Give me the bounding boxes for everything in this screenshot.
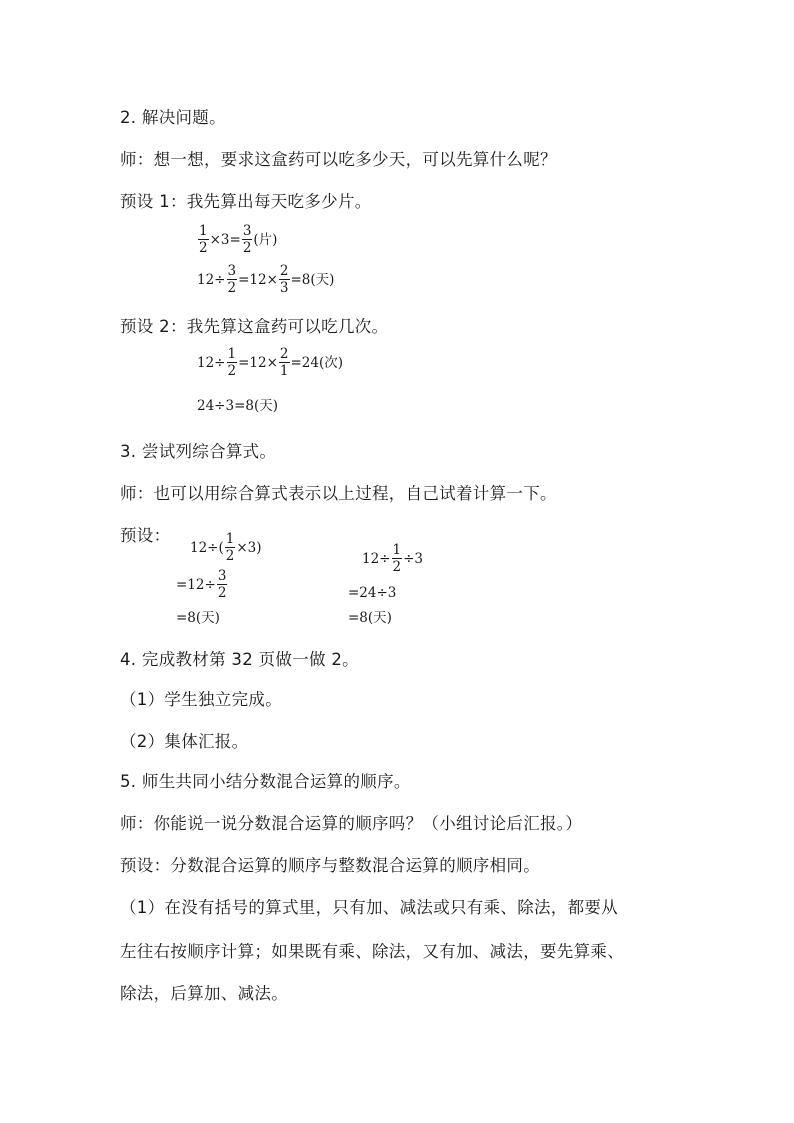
heading-textbook-exercise: 4. 完成教材第 32 页做一做 2。 <box>120 650 359 669</box>
combined-a-line-2 <box>176 569 228 600</box>
denominator: 1 <box>279 363 289 379</box>
numerator: 3 <box>242 223 252 239</box>
combined-b-line-1 <box>362 543 423 574</box>
heading-summary: 5. 师生共同小结分数混合运算的顺序。 <box>120 772 411 791</box>
rule-paragraph-line-1: （1）在没有括号的算式里，只有加、减法或只有乘、除法，都要从 <box>120 898 618 917</box>
fraction <box>279 264 290 295</box>
formula-text: =24(次) <box>290 354 344 371</box>
formula-text: 12÷ <box>197 271 226 288</box>
numerator: 1 <box>225 531 235 547</box>
denominator: 2 <box>227 280 237 296</box>
denominator: 2 <box>242 240 252 256</box>
formula-text: 12÷( <box>190 539 224 556</box>
heading-combined-expression: 3. 尝试列综合算式。 <box>120 442 277 461</box>
formula-tablets-per-day <box>197 224 277 255</box>
formula-text: =8(天) <box>348 610 392 626</box>
denominator: 2 <box>199 240 208 256</box>
fraction <box>198 224 209 255</box>
fraction <box>217 569 228 600</box>
fraction <box>392 543 403 574</box>
combined-a-line-1 <box>190 532 262 563</box>
combined-a-line-3 <box>176 610 220 626</box>
formula-text: ×3) <box>236 539 262 556</box>
numerator: 2 <box>279 346 289 362</box>
formula-days-1 <box>197 264 334 295</box>
denominator: 3 <box>279 280 289 296</box>
formula-text: =12× <box>238 271 278 288</box>
formula-text: 24÷3=8(天) <box>197 398 279 414</box>
formula-text: (片) <box>253 231 278 248</box>
combined-b-line-2 <box>348 585 396 601</box>
denominator: 2 <box>227 363 237 379</box>
teacher-question: 师：想一想，要求这盒药可以吃多少天，可以先算什么呢？ <box>120 150 557 169</box>
fraction <box>225 532 236 563</box>
step-report: （2）集体汇报。 <box>120 732 249 751</box>
formula-times <box>197 347 343 378</box>
combined-b-line-3 <box>348 610 392 626</box>
denominator: 2 <box>217 585 227 601</box>
numerator: 3 <box>227 263 237 279</box>
denominator: 2 <box>225 548 235 564</box>
formula-text: =8(天) <box>176 610 220 626</box>
teacher-prompt: 师：你能说一说分数混合运算的顺序吗？（小组讨论后汇报。） <box>120 814 583 833</box>
preset-answer: 预设：分数混合运算的顺序与整数混合运算的顺序相同。 <box>120 856 540 875</box>
formula-text: 12÷ <box>197 354 226 371</box>
teacher-instruction: 师：也可以用综合算式表示以上过程，自己试着计算一下。 <box>120 484 557 503</box>
denominator: 2 <box>392 559 402 575</box>
fraction <box>227 264 238 295</box>
numerator: 3 <box>217 568 227 584</box>
formula-days-2 <box>197 398 278 414</box>
formula-text: =8(天) <box>290 271 335 288</box>
rule-paragraph-line-2: 左往右按顺序计算；如果既有乘、除法，又有加、减法，要先算乘、 <box>120 942 624 961</box>
step-independent: （1）学生独立完成。 <box>120 690 282 709</box>
formula-text: ÷3 <box>403 550 423 567</box>
heading-solve-problem: 2. 解决问题。 <box>120 108 226 127</box>
fraction <box>242 224 253 255</box>
formula-text: 12÷ <box>362 550 391 567</box>
formula-text: =12× <box>238 354 278 371</box>
fraction <box>279 347 290 378</box>
preset-label: 预设： <box>120 526 171 545</box>
rule-paragraph-line-3: 除法，后算加、减法。 <box>120 984 288 1003</box>
fraction <box>227 347 238 378</box>
formula-text: =12÷ <box>176 576 216 593</box>
numerator: 2 <box>279 263 289 279</box>
numerator: 1 <box>227 346 237 362</box>
formula-text: ×3= <box>209 231 241 248</box>
formula-text: =24÷3 <box>348 585 397 601</box>
preset-2: 预设 2：我先算这盒药可以吃几次。 <box>120 317 389 336</box>
numerator: 1 <box>199 223 208 239</box>
numerator: 1 <box>392 542 402 558</box>
preset-1: 预设 1：我先算出每天吃多少片。 <box>120 192 372 211</box>
